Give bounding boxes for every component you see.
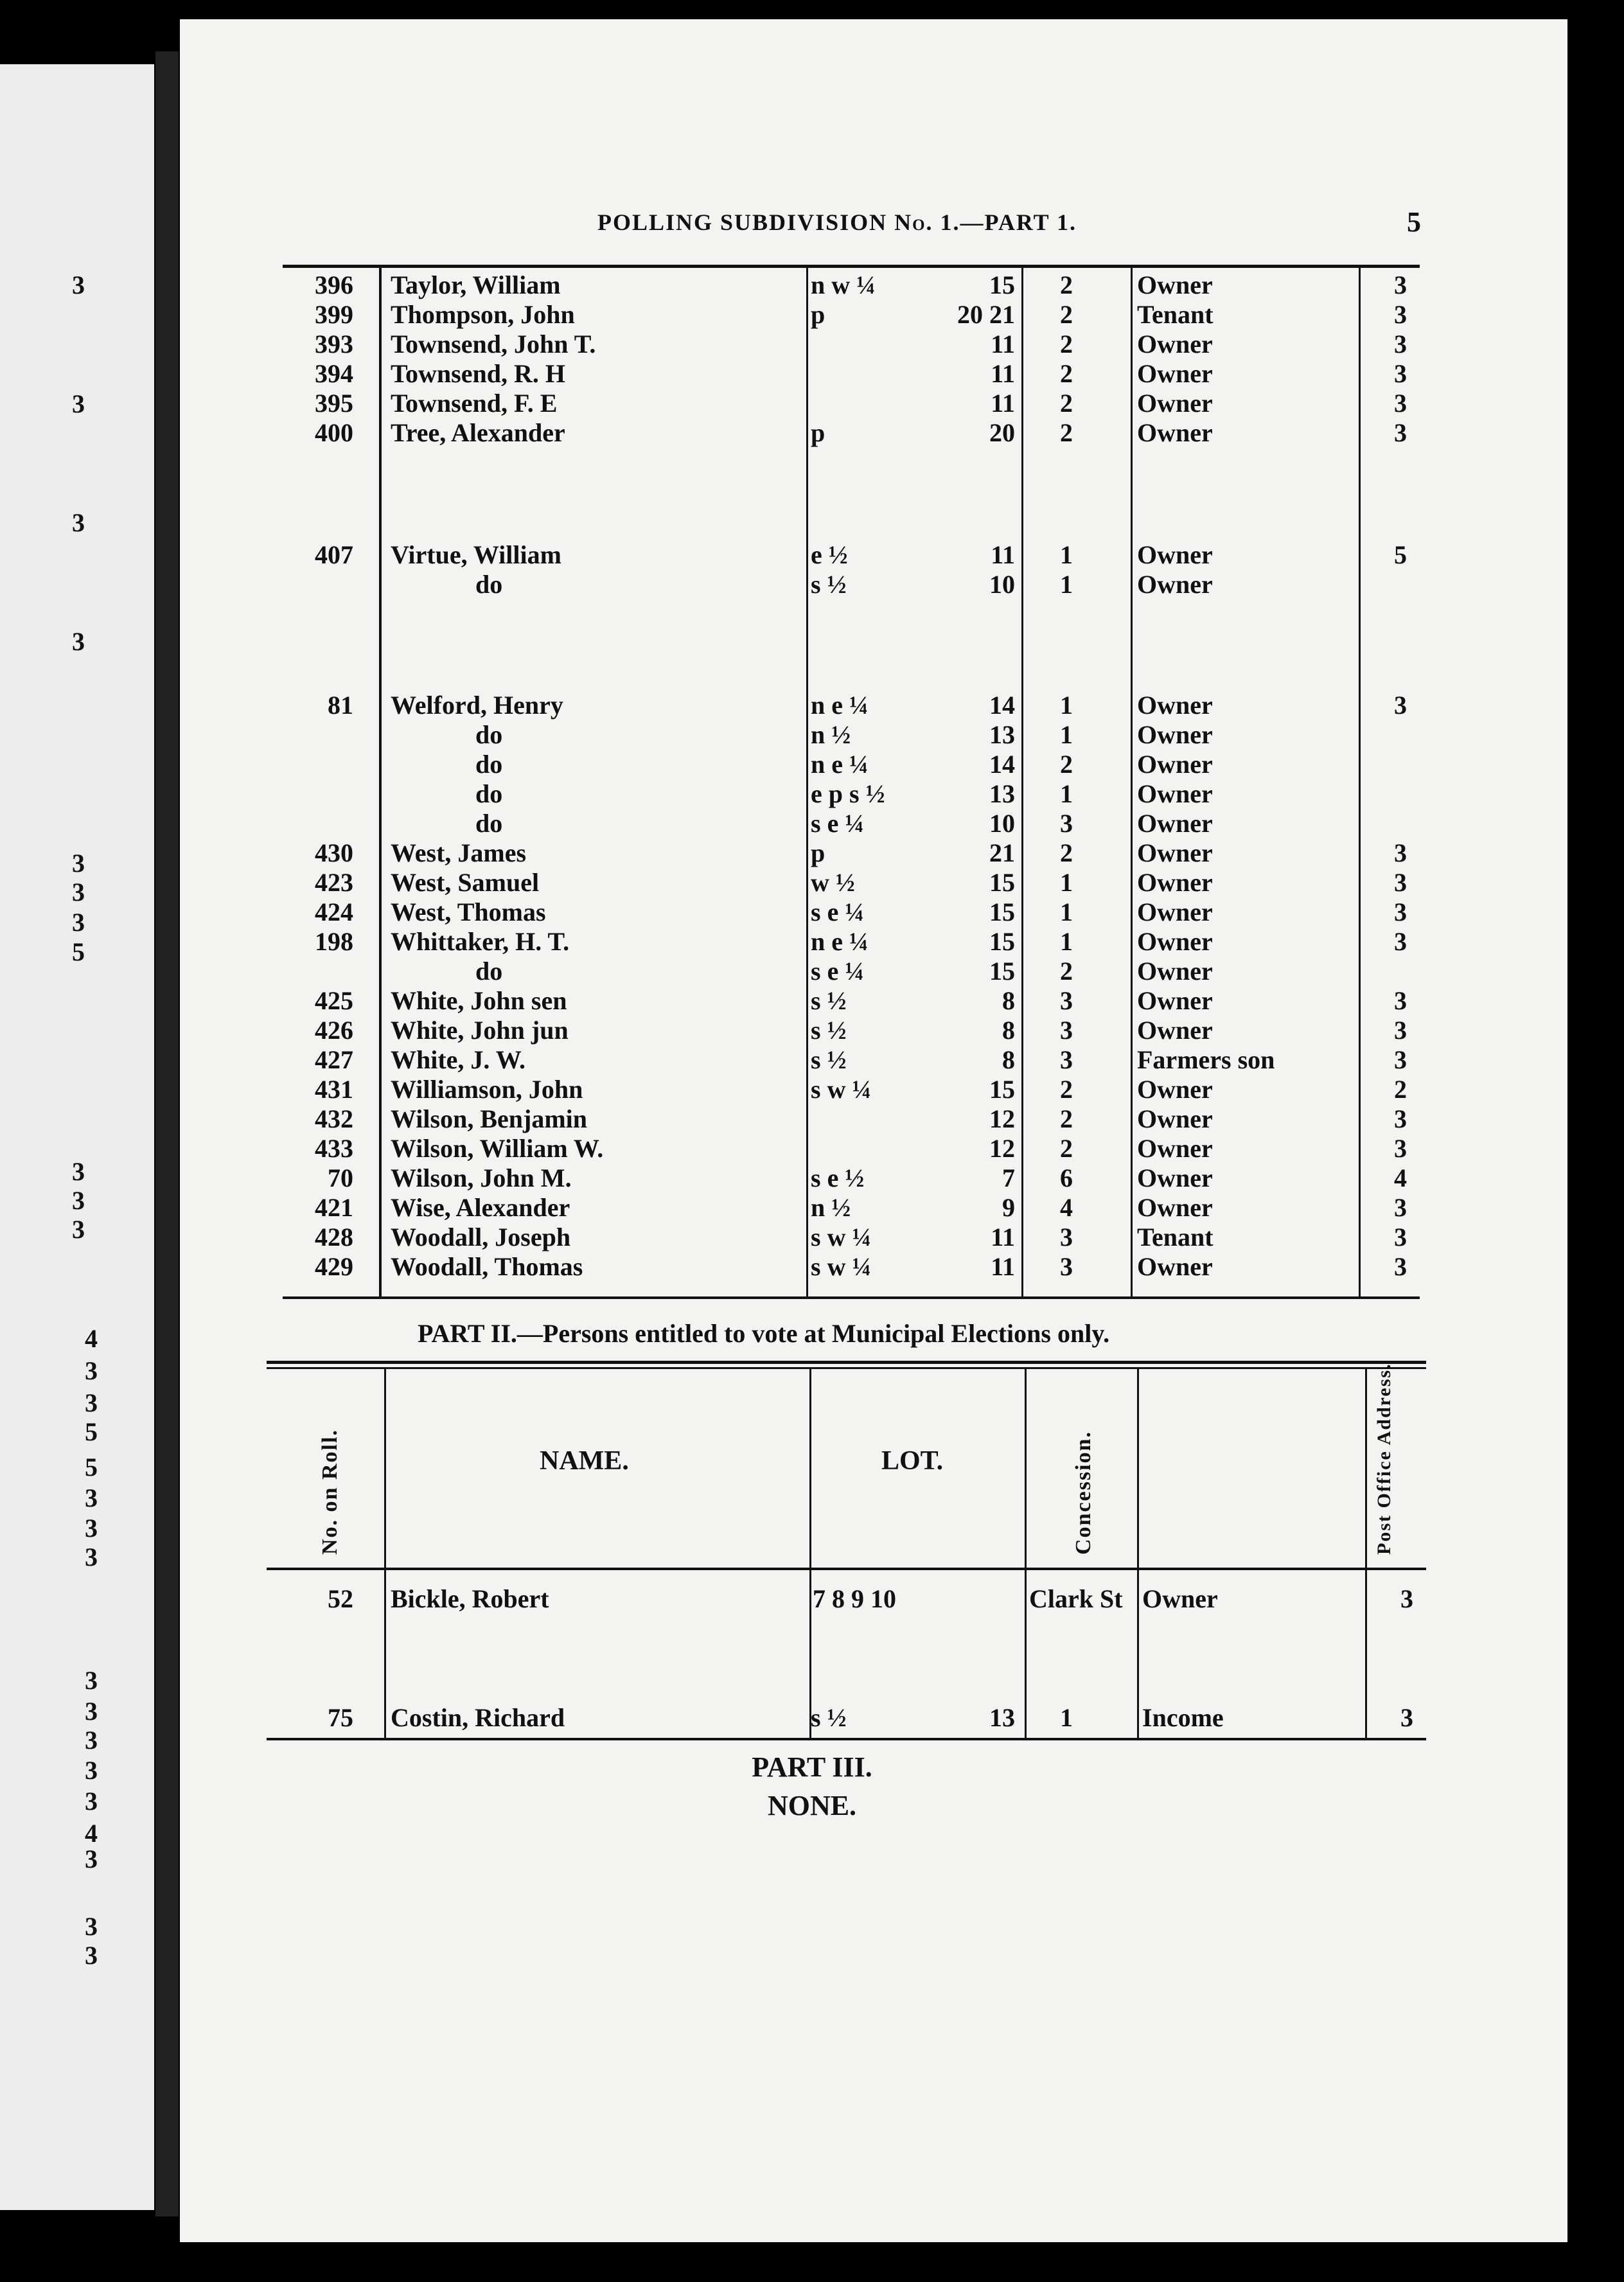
header-no-on-roll: No. on Roll. (318, 1429, 342, 1555)
occupation: Owner (1137, 691, 1213, 720)
occupation: Owner (1137, 957, 1213, 986)
table-bottom-rule (283, 1296, 1420, 1299)
lot-part: w ½ (811, 868, 855, 897)
table-row (0, 1045, 1624, 1074)
lot-part: s ½ (811, 986, 847, 1015)
occupation: Owner (1137, 868, 1213, 897)
concession: 2 (1060, 750, 1073, 779)
lot-part: p (811, 418, 825, 447)
lot-number: 13 (989, 720, 1015, 749)
elector-name: Tree, Alexander (391, 418, 565, 447)
concession: 2 (1060, 1104, 1073, 1133)
occupation: Owner (1137, 1252, 1213, 1281)
post-office: 3 (1394, 1252, 1407, 1281)
lot-number: 11 (991, 389, 1015, 418)
elector-name: do (475, 809, 503, 838)
part2-top-rule-2 (267, 1367, 1426, 1369)
table-row (0, 749, 1624, 779)
elector-name: do (475, 720, 503, 749)
left-stub-value: 3 (72, 270, 85, 299)
elector-name: Townsend, R. H (391, 359, 565, 388)
concession: 1 (1060, 868, 1073, 897)
part2-col-rule-con (1137, 1368, 1139, 1738)
part2-bottom-rule (267, 1738, 1426, 1740)
left-stub-value: 3 (85, 1726, 98, 1755)
concession: 3 (1060, 986, 1073, 1015)
part2-top-rule (267, 1361, 1426, 1364)
occupation: Farmers son (1137, 1045, 1275, 1074)
table-row (0, 897, 1624, 926)
table-row (0, 1222, 1624, 1252)
lot-part: n e ¼ (811, 750, 869, 779)
left-stub-value: 3 (72, 878, 85, 907)
table-row (0, 540, 1624, 569)
occupation: Owner (1137, 359, 1213, 388)
concession: 2 (1060, 330, 1073, 358)
concession: 1 (1060, 540, 1073, 569)
concession: 3 (1060, 1045, 1073, 1074)
table-row (0, 779, 1624, 808)
table-top-rule (283, 265, 1420, 268)
lot-number: 7 (1002, 1163, 1015, 1192)
lot-number: 11 (991, 330, 1015, 358)
post-office: 3 (1394, 868, 1407, 897)
roll-number: 393 (315, 330, 353, 358)
occupation: Owner (1137, 898, 1213, 926)
occupation: Tenant (1137, 300, 1214, 329)
elector-name: Bickle, Robert (391, 1584, 549, 1613)
concession: 1 (1060, 927, 1073, 956)
lot-number: 8 (1002, 1016, 1015, 1045)
post-office: 2 (1394, 1075, 1407, 1104)
occupation: Owner (1137, 779, 1213, 808)
lot-number: 11 (991, 1252, 1015, 1281)
header-lot: LOT. (881, 1446, 944, 1476)
post-office: 3 (1394, 300, 1407, 329)
roll-number: 431 (315, 1075, 353, 1104)
table-row (0, 329, 1624, 358)
table-row (0, 358, 1624, 388)
roll-number: 425 (315, 986, 353, 1015)
elector-name: White, John sen (391, 986, 567, 1015)
post-office: 3 (1394, 330, 1407, 358)
occupation: Owner (1137, 750, 1213, 779)
post-office: 5 (1394, 540, 1407, 569)
lot-number: 10 (989, 570, 1015, 599)
left-stub-value: 3 (85, 1388, 98, 1417)
left-stub-value: 3 (85, 1666, 98, 1695)
elector-name: Williamson, John (391, 1075, 583, 1104)
occupation: Owner (1137, 809, 1213, 838)
elector-name: White, John jun (391, 1016, 569, 1045)
occupation: Owner (1137, 1163, 1213, 1192)
occupation: Owner (1137, 1104, 1213, 1133)
table-row (0, 388, 1624, 418)
header-post-office: Post Office Address. (1373, 1363, 1395, 1555)
lot-part: n e ¼ (811, 927, 869, 956)
left-stub-value: 3 (72, 627, 85, 656)
part2-col-rule-no (384, 1368, 386, 1738)
table-row (0, 1192, 1624, 1222)
occupation: Tenant (1137, 1223, 1214, 1252)
occupation: Owner (1137, 1134, 1213, 1163)
roll-number: 394 (315, 359, 353, 388)
elector-name: Woodall, Thomas (391, 1252, 583, 1281)
lot-number: 12 (989, 1104, 1015, 1133)
post-office: 3 (1394, 1104, 1407, 1133)
table-row (0, 1015, 1624, 1045)
occupation: Owner (1137, 838, 1213, 867)
elector-name: Costin, Richard (391, 1703, 565, 1732)
elector-name: do (475, 957, 503, 986)
elector-name: West, James (391, 838, 527, 867)
lot-part: s ½ (811, 1016, 847, 1045)
lot-number: 15 (989, 868, 1015, 897)
concession: 2 (1060, 359, 1073, 388)
elector-name: do (475, 750, 503, 779)
table-row (0, 1133, 1624, 1163)
table-row (0, 569, 1624, 599)
roll-number: 407 (315, 540, 353, 569)
left-stub-value: 3 (72, 508, 85, 537)
post-office: 3 (1394, 418, 1407, 447)
concession: 1 (1060, 1703, 1073, 1732)
concession: 3 (1060, 1252, 1073, 1281)
left-stub-value: 3 (85, 1787, 98, 1816)
table-row (0, 926, 1624, 956)
post-office: 3 (1394, 927, 1407, 956)
lot-part: s w ¼ (811, 1075, 872, 1104)
roll-number: 396 (315, 270, 353, 299)
lot-number: 21 (989, 838, 1015, 867)
occupation: Owner (1137, 389, 1213, 418)
post-office: 3 (1394, 1193, 1407, 1222)
occupation: Owner (1137, 1016, 1213, 1045)
lot-part: s ½ (811, 570, 847, 599)
roll-number: 400 (315, 418, 353, 447)
part2-title: PART II.—Persons entitled to vote at Municipal Elections only. (418, 1319, 1110, 1348)
part2-head-rule (267, 1568, 1426, 1570)
elector-name: Townsend, John T. (391, 330, 596, 358)
concession: 2 (1060, 389, 1073, 418)
table-row (0, 1703, 1624, 1732)
post-office: 3 (1400, 1703, 1413, 1732)
occupation: Owner (1137, 418, 1213, 447)
occupation: Owner (1137, 330, 1213, 358)
concession: 1 (1060, 691, 1073, 720)
post-office: 3 (1394, 270, 1407, 299)
roll-number: 428 (315, 1223, 353, 1252)
occupation: Owner (1137, 570, 1213, 599)
lot-number: 15 (989, 898, 1015, 926)
part2-col-rule-occ (1365, 1368, 1367, 1738)
occupation: Owner (1137, 986, 1213, 1015)
lot-part: p (811, 300, 825, 329)
lot-part: p (811, 838, 825, 867)
lot-number: 15 (989, 270, 1015, 299)
lot-part: s e ¼ (811, 898, 865, 926)
lot-number: 20 (989, 418, 1015, 447)
lot-number: 15 (989, 957, 1015, 986)
concession: 3 (1060, 1016, 1073, 1045)
roll-number: 421 (315, 1193, 353, 1222)
table-row (0, 867, 1624, 897)
concession: 2 (1060, 418, 1073, 447)
left-stub-value: 3 (85, 1912, 98, 1941)
roll-number: 427 (315, 1045, 353, 1074)
roll-number: 52 (328, 1584, 353, 1613)
occupation: Owner (1142, 1584, 1218, 1613)
table-row (0, 838, 1624, 867)
table-row (0, 1104, 1624, 1133)
elector-name: Whittaker, H. T. (391, 927, 570, 956)
left-stub-value: 3 (85, 1483, 98, 1512)
post-office: 3 (1394, 986, 1407, 1015)
concession: 6 (1060, 1163, 1073, 1192)
lot-number: 13 (989, 779, 1015, 808)
occupation: Owner (1137, 540, 1213, 569)
concession: 4 (1060, 1193, 1073, 1222)
concession: 2 (1060, 1075, 1073, 1104)
lot-number: 11 (991, 359, 1015, 388)
left-stub-value: 3 (72, 1215, 85, 1244)
roll-number: 198 (315, 927, 353, 956)
concession: Clark St (1029, 1584, 1123, 1613)
post-office: 3 (1394, 1223, 1407, 1252)
lot-number: 9 (1002, 1193, 1015, 1222)
post-office: 3 (1394, 359, 1407, 388)
elector-name: Wilson, William W. (391, 1134, 604, 1163)
table-row (0, 1252, 1624, 1281)
left-stub-value: 3 (85, 1941, 98, 1970)
left-stub-value: 3 (85, 1514, 98, 1543)
lot-number: 11 (991, 1223, 1015, 1252)
left-stub-value: 3 (85, 1844, 98, 1873)
lot-part: e p s ½ (811, 779, 885, 808)
concession: 1 (1060, 779, 1073, 808)
lot-number: 11 (991, 540, 1015, 569)
elector-name: Wilson, John M. (391, 1163, 572, 1192)
lot-part: n ½ (811, 720, 851, 749)
roll-number: 81 (328, 691, 353, 720)
lot-part: n w ¼ (811, 270, 876, 299)
part2-col-rule-lot (1025, 1368, 1027, 1738)
table-row (0, 1163, 1624, 1192)
post-office: 3 (1394, 389, 1407, 418)
lot-number: 12 (989, 1134, 1015, 1163)
left-stub-value: 3 (85, 1356, 98, 1385)
lot-number: 14 (989, 691, 1015, 720)
concession: 3 (1060, 809, 1073, 838)
occupation: Owner (1137, 1075, 1213, 1104)
elector-name: do (475, 779, 503, 808)
left-stub-value: 3 (85, 1697, 98, 1726)
left-stub-value: 3 (72, 1186, 85, 1215)
elector-name: Wise, Alexander (391, 1193, 570, 1222)
lot-number: 10 (989, 809, 1015, 838)
lot-number: 20 21 (957, 300, 1015, 329)
elector-name: White, J. W. (391, 1045, 526, 1074)
lot-part: s w ¼ (811, 1223, 872, 1252)
elector-name: Townsend, F. E (391, 389, 558, 418)
left-stub-value: 4 (85, 1324, 98, 1353)
page-number: 5 (1407, 206, 1421, 238)
post-office: 4 (1394, 1163, 1407, 1192)
post-office: 3 (1394, 1134, 1407, 1163)
elector-name: Virtue, William (391, 540, 561, 569)
concession: 2 (1060, 838, 1073, 867)
concession: 3 (1060, 1223, 1073, 1252)
elector-name: West, Samuel (391, 868, 540, 897)
post-office: 3 (1394, 1045, 1407, 1074)
occupation: Owner (1137, 927, 1213, 956)
lot-part: s e ½ (811, 1163, 865, 1192)
concession: 2 (1060, 270, 1073, 299)
lot-number: 15 (989, 1075, 1015, 1104)
table-row (0, 1584, 1624, 1613)
table-row (0, 808, 1624, 838)
roll-number: 432 (315, 1104, 353, 1133)
roll-number: 430 (315, 838, 353, 867)
left-stub-value: 5 (72, 937, 85, 966)
elector-name: West, Thomas (391, 898, 546, 926)
occupation: Owner (1137, 720, 1213, 749)
part3-body: NONE. (767, 1790, 857, 1821)
lot-part: e ½ (811, 540, 848, 569)
concession: 1 (1060, 720, 1073, 749)
occupation: Owner (1137, 270, 1213, 299)
page-header: POLLING SUBDIVISION No. 1.—PART 1. (597, 209, 1077, 235)
post-office: 3 (1394, 691, 1407, 720)
left-stub-value: 3 (72, 849, 85, 878)
left-stub-value: 3 (72, 389, 85, 418)
roll-number: 433 (315, 1134, 353, 1163)
roll-number: 399 (315, 300, 353, 329)
post-office: 3 (1400, 1584, 1413, 1613)
elector-name: Welford, Henry (391, 691, 563, 720)
table-row (0, 299, 1624, 329)
elector-name: Thompson, John (391, 300, 575, 329)
lot-number: 8 (1002, 1045, 1015, 1074)
concession: 1 (1060, 570, 1073, 599)
table-row (0, 986, 1624, 1015)
table-row (0, 418, 1624, 447)
elector-name: do (475, 570, 503, 599)
concession: 2 (1060, 300, 1073, 329)
occupation: Income (1142, 1703, 1224, 1732)
lot-number: 14 (989, 750, 1015, 779)
lot-number: 8 (1002, 986, 1015, 1015)
lot-part: s ½ (811, 1045, 847, 1074)
concession: 2 (1060, 957, 1073, 986)
left-stub-value: 3 (85, 1756, 98, 1785)
lot-part: s w ¼ (811, 1252, 872, 1281)
concession: 1 (1060, 898, 1073, 926)
left-stub-value: 4 (85, 1819, 98, 1848)
table-row (0, 1074, 1624, 1104)
roll-number: 429 (315, 1252, 353, 1281)
elector-name: Woodall, Joseph (391, 1223, 571, 1252)
concession: 2 (1060, 1134, 1073, 1163)
lot-number: 13 (989, 1703, 1015, 1732)
part2-col-rule-name (809, 1368, 811, 1738)
left-stub-value: 3 (72, 908, 85, 937)
table-row (0, 270, 1624, 299)
lot-part: n ½ (811, 1193, 851, 1222)
roll-number: 70 (328, 1163, 353, 1192)
roll-number: 424 (315, 898, 353, 926)
header-name: NAME. (540, 1446, 629, 1476)
table-row (0, 720, 1624, 749)
lot-number: 15 (989, 927, 1015, 956)
left-stub-value: 3 (85, 1543, 98, 1571)
lot-part: n e ¼ (811, 691, 869, 720)
occupation: Owner (1137, 1193, 1213, 1222)
table-row (0, 956, 1624, 986)
roll-number: 75 (328, 1703, 353, 1732)
roll-number: 423 (315, 868, 353, 897)
elector-name: Taylor, William (391, 270, 561, 299)
post-office: 3 (1394, 1016, 1407, 1045)
left-stub-value: 5 (85, 1417, 98, 1446)
lot-number: 7 8 9 10 (813, 1584, 896, 1613)
lot-part: s e ¼ (811, 809, 865, 838)
header-concession: Concession. (1072, 1431, 1095, 1555)
table-row (0, 690, 1624, 720)
post-office: 3 (1394, 838, 1407, 867)
post-office: 3 (1394, 898, 1407, 926)
lot-part: s ½ (811, 1703, 847, 1732)
roll-number: 395 (315, 389, 353, 418)
lot-part: s e ¼ (811, 957, 865, 986)
roll-number: 426 (315, 1016, 353, 1045)
left-stub-value: 3 (72, 1157, 85, 1186)
elector-name: Wilson, Benjamin (391, 1104, 587, 1133)
part3-title: PART III. (752, 1751, 872, 1783)
left-stub-value: 5 (85, 1453, 98, 1482)
